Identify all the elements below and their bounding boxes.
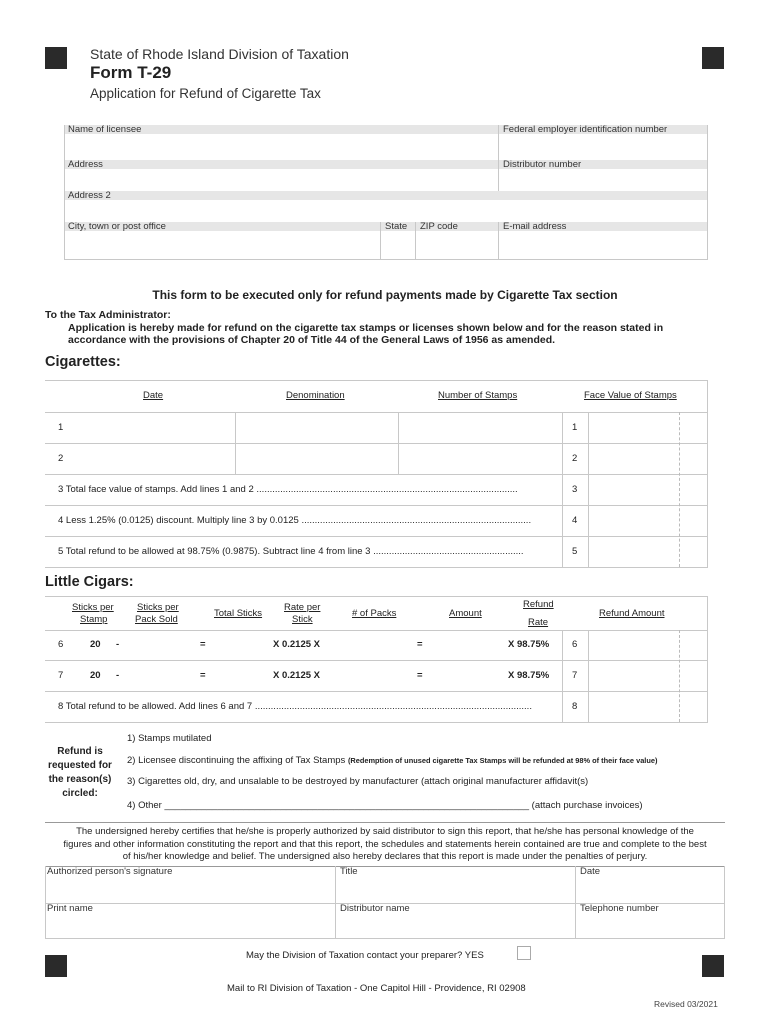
- address-label: Address: [68, 159, 103, 170]
- col-number-of-packs: # of Packs: [352, 608, 397, 619]
- distributor-number-field[interactable]: [499, 169, 707, 191]
- col-denomination: Denomination: [286, 390, 345, 401]
- col-refund-amount: Refund Amount: [599, 608, 665, 619]
- cig-line3-text: 3 Total face value of stamps. Add lines 1 and 2 ...................................................................................................: [58, 484, 518, 495]
- address2-label: Address 2: [68, 190, 111, 201]
- lc-row6-num: 6: [58, 639, 64, 650]
- lc-row6-packs[interactable]: [340, 633, 415, 657]
- city-field[interactable]: [64, 231, 379, 259]
- lc-row7-sticks: 20: [90, 670, 101, 681]
- lc-row7-rate: X 0.2125 X: [273, 670, 321, 681]
- contact-preparer-question: May the Division of Taxation contact your preparer? YES: [246, 950, 484, 961]
- col-refund-rate-1: Refund: [523, 599, 554, 610]
- col-number-of-stamps: Number of Stamps: [438, 390, 518, 401]
- title-label: Title: [340, 866, 358, 877]
- city-label: City, town or post office: [68, 221, 166, 232]
- lc-line8-text: 8 Total refund to be allowed. Add lines 6 and 7 .........................................................................................................: [58, 701, 532, 712]
- col-sticks-per-stamp-2: Stamp: [80, 614, 108, 625]
- cig-row1-num: 1: [58, 422, 64, 433]
- lc-row6-eq1: =: [200, 639, 206, 650]
- cig-row1-date[interactable]: [70, 414, 234, 442]
- mail-to-address: Mail to RI Division of Taxation - One Capitol Hill - Providence, RI 02908: [227, 983, 526, 994]
- form-number: Form T-29: [90, 63, 172, 82]
- print-name-label: Print name: [47, 903, 93, 914]
- little-cigars-title: Little Cigars:: [45, 574, 134, 590]
- fein-label: Federal employer identification number: [503, 124, 668, 135]
- cig-line5-num: 5: [572, 546, 578, 557]
- lc-row6-eq2: =: [417, 639, 423, 650]
- reasons-side-label-1: Refund is: [57, 746, 103, 757]
- cig-row1-denomination[interactable]: [237, 414, 397, 442]
- lc-line8-field[interactable]: [590, 693, 706, 721]
- reasons-side-label-4: circled:: [62, 788, 98, 799]
- registration-mark-bottom-right: [702, 955, 724, 977]
- lc-row6-pack-sold[interactable]: [124, 633, 194, 657]
- registration-mark-bottom-left: [45, 955, 67, 977]
- distributor-name-field[interactable]: [336, 914, 574, 937]
- cig-line3-num: 3: [572, 484, 578, 495]
- lc-row6-dash: -: [116, 639, 120, 650]
- signature-field[interactable]: [46, 877, 334, 902]
- cig-line5-field[interactable]: [590, 538, 706, 566]
- cig-row2-date[interactable]: [70, 445, 234, 473]
- distributor-name-label: Distributor name: [340, 903, 410, 914]
- form-title: Application for Refund of Cigarette Tax: [90, 86, 321, 101]
- cig-row2-num: 2: [58, 453, 64, 464]
- print-name-field[interactable]: [46, 914, 334, 937]
- lc-line8-num: 8: [572, 701, 578, 712]
- reason-2-discontinuing[interactable]: [127, 755, 657, 766]
- col-date: Date: [143, 390, 164, 401]
- fein-field[interactable]: [499, 134, 707, 159]
- title-field[interactable]: [336, 877, 574, 902]
- email-label: E-mail address: [503, 221, 567, 232]
- lc-row7-refund-rate: X 98.75%: [508, 670, 550, 681]
- col-sticks-per-pack-2: Pack Sold: [135, 614, 178, 625]
- cig-row1-number-stamps[interactable]: [400, 414, 561, 442]
- cig-line4-text: 4 Less 1.25% (0.0125) discount. Multiply line 3 by 0.0125 .......................................................................................: [58, 515, 532, 526]
- cig-line5-text: 5 Total refund to be allowed at 98.75% (0.9875). Subtract line 4 from line 3 .........................................................: [58, 546, 524, 557]
- lc-row7-pack-sold[interactable]: [124, 664, 194, 688]
- col-amount: Amount: [449, 608, 482, 619]
- lc-row7-dash: -: [116, 670, 120, 681]
- col-rate-per-stick-1: Rate per: [284, 602, 321, 613]
- state-label: State: [385, 221, 408, 232]
- lc-row6-refund-amount[interactable]: [590, 632, 706, 659]
- certification-statement: [38, 826, 732, 864]
- reasons-side-label-3: the reason(s): [48, 774, 112, 785]
- col-total-sticks: Total Sticks: [214, 608, 263, 619]
- application-statement-line1: Application is hereby made for refund on the cigarette tax stamps or licenses shown below and for the reason stated in: [68, 322, 664, 334]
- lc-row7-total-sticks[interactable]: [210, 664, 270, 688]
- cig-line4-field[interactable]: [590, 507, 706, 535]
- registration-mark-top-right: [702, 47, 724, 69]
- lc-row7-num: 7: [58, 670, 64, 681]
- cig-row2-denomination[interactable]: [237, 445, 397, 473]
- reason-1-stamps-mutilated[interactable]: 1) Stamps mutilated: [127, 733, 212, 744]
- licensee-name-label: Name of licensee: [68, 124, 142, 135]
- lc-row7-refund-amount[interactable]: [590, 662, 706, 690]
- revised-date: Revised 03/2021: [654, 999, 718, 1009]
- certification-line3: of his/her knowledge and belief. The undersigned also hereby declares that this report is made under the penalties of perjury.: [122, 851, 648, 862]
- telephone-label: Telephone number: [580, 903, 659, 914]
- zip-field[interactable]: [416, 231, 497, 259]
- zip-label: ZIP code: [420, 221, 458, 232]
- lc-row6-total-sticks[interactable]: [210, 633, 270, 657]
- lc-row6-sticks: 20: [90, 639, 101, 650]
- reason-3-cigarettes-old[interactable]: 3) Cigarettes old, dry, and unsalable to be destroyed by manufacturer (attach original manufacturer affidavit(s): [127, 776, 589, 787]
- email-field[interactable]: [499, 231, 707, 259]
- col-face-value: Face Value of Stamps: [584, 390, 677, 401]
- certification-line2: figures and other information constituting the report and that this report, the schedules and statements herein contained are true and complete to the best: [63, 838, 707, 850]
- lc-row7-packs[interactable]: [340, 664, 415, 688]
- certification-line1: The undersigned hereby certifies that he/she is properly authorized by said distributor to sign this report, that he/she has personal knowledge of the: [76, 826, 694, 837]
- cigarettes-title: Cigarettes:: [45, 354, 121, 370]
- col-sticks-per-pack-1: Sticks per: [137, 602, 179, 613]
- reason-2-note: (Redemption of unused cigarette Tax Stamps will be refunded at 98% of their face value): [347, 756, 658, 765]
- registration-mark-top-left: [45, 47, 67, 69]
- address2-field[interactable]: [64, 200, 707, 221]
- cig-row1-face-value[interactable]: [590, 414, 706, 442]
- signature-label: Authorized person's signature: [47, 866, 173, 877]
- cig-row2-number-stamps[interactable]: [400, 445, 561, 473]
- distributor-number-label: Distributor number: [503, 159, 582, 170]
- refund-section-heading: This form to be executed only for refund payments made by Cigarette Tax section: [152, 288, 618, 302]
- lc-row7-amount[interactable]: [428, 664, 503, 688]
- lc-row6-right-num: 6: [572, 639, 578, 650]
- application-statement-line2: accordance with the provisions of Chapter 20 of Title 44 of the General Laws of 1956 as amended.: [68, 334, 556, 346]
- lc-row7-eq1: =: [200, 670, 206, 681]
- date-field[interactable]: [576, 877, 723, 902]
- date-label: Date: [580, 866, 601, 877]
- cig-row2-face-value[interactable]: [590, 445, 706, 473]
- lc-row7-eq2: =: [417, 670, 423, 681]
- reasons-side-label-2: requested for: [48, 760, 112, 771]
- to-tax-administrator: To the Tax Administrator:: [45, 309, 171, 321]
- licensee-name-field[interactable]: [64, 134, 497, 159]
- col-rate-per-stick-2: Stick: [292, 614, 313, 625]
- telephone-field[interactable]: [576, 914, 723, 937]
- agency-name: State of Rhode Island Division of Taxation: [90, 46, 349, 62]
- lc-row6-refund-rate: X 98.75%: [508, 639, 550, 650]
- lc-row6-amount[interactable]: [428, 633, 503, 657]
- contact-preparer-yes-checkbox[interactable]: [517, 946, 531, 960]
- cig-line3-field[interactable]: [590, 476, 706, 504]
- address-field[interactable]: [64, 169, 497, 191]
- cig-row2-right-num: 2: [572, 453, 578, 464]
- cig-line4-num: 4: [572, 515, 578, 526]
- state-field[interactable]: [381, 231, 415, 259]
- lc-row6-rate: X 0.2125 X: [273, 639, 321, 650]
- reason-4-other[interactable]: 4) Other _____________________________________________________________________ (attach purchase invoices): [127, 800, 643, 811]
- cig-row1-right-num: 1: [572, 422, 578, 433]
- col-refund-rate-2: Rate: [528, 617, 549, 628]
- lc-row7-right-num: 7: [572, 670, 578, 681]
- col-sticks-per-stamp-1: Sticks per: [72, 602, 114, 613]
- reason-2-text: 2) Licensee discontinuing the affixing of Tax Stamps: [127, 755, 346, 766]
